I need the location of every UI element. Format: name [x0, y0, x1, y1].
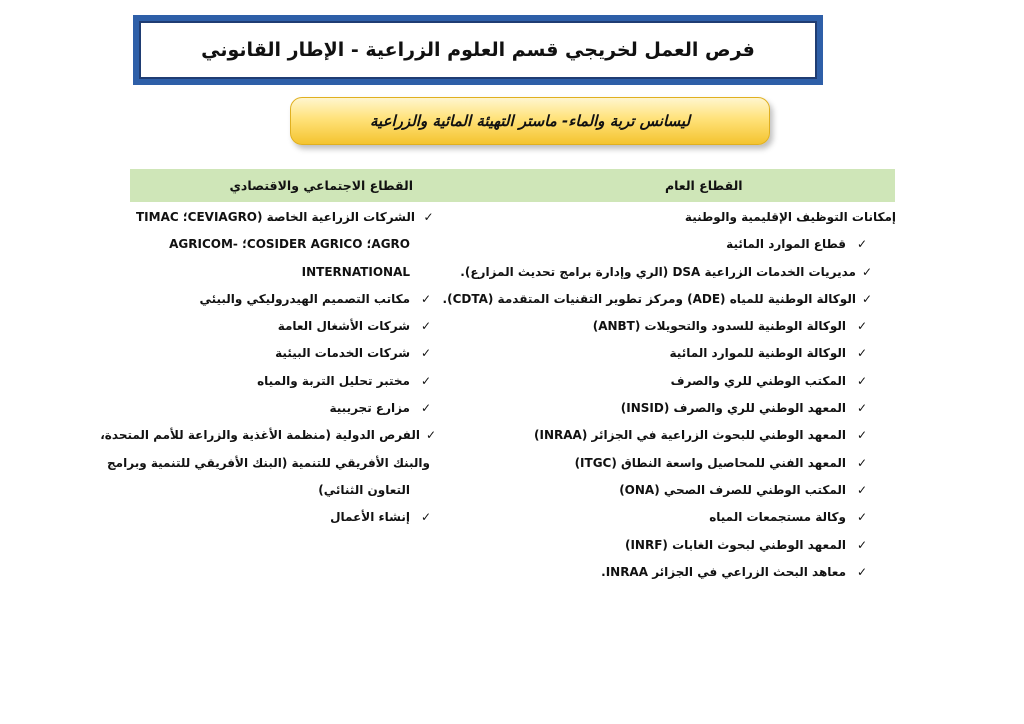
public-sector-item — [526, 395, 896, 422]
checkmark-icon: ✓ — [856, 537, 868, 552]
socio-sector-item — [136, 286, 436, 313]
checkmark-icon: ✓ — [420, 291, 432, 306]
socio-sector-item — [136, 313, 436, 340]
public-sector-item-label: المعهد الفني للمحاصيل واسعة النطاق (ITGC) — [574, 455, 846, 470]
public-sector-item-label: الوكالة الوطنية للموارد المائية — [669, 346, 846, 361]
checkmark-icon: ✓ — [856, 455, 868, 470]
public-sector-item — [442, 286, 896, 313]
checkmark-icon: ✓ — [856, 401, 868, 416]
checkmark-icon: ✓ — [425, 428, 436, 443]
table-header — [130, 169, 895, 202]
public-sector-item — [526, 368, 896, 395]
socio-sector-item-continuation — [136, 259, 436, 286]
checkmark-icon: ✓ — [856, 319, 868, 334]
socio-sector-item — [136, 204, 436, 231]
public-sector-item — [526, 231, 896, 258]
checkmark-icon: ✓ — [856, 237, 868, 252]
socio-sector-item-label: شركات الخدمات البيئية — [275, 346, 410, 361]
public-sector-item-label: قطاع الموارد المائية — [726, 237, 846, 252]
public-sector-item-label: الوكالة الوطنية للمياه (ADE) ومركز تطوير التقنيات المتقدمة (CDTA). — [442, 291, 856, 306]
public-sector-item — [526, 477, 896, 504]
public-sector-item — [526, 450, 896, 477]
socio-sector-item-label: مختبر تحليل التربة والمياه — [257, 373, 410, 388]
public-sector-item — [526, 559, 896, 586]
public-sector-item-label: معاهد البحث الزراعي في الجزائر INRAA. — [601, 564, 846, 579]
public-sector-item — [526, 532, 896, 559]
header-public-sector: القطاع العام — [664, 178, 743, 193]
checkmark-icon: ✓ — [856, 346, 868, 361]
public-sector-item — [460, 259, 896, 286]
public-sector-list — [442, 231, 896, 586]
socio-sector-column — [100, 204, 436, 532]
checkmark-icon: ✓ — [856, 564, 868, 579]
checkmark-icon: ✓ — [856, 482, 868, 497]
socio-sector-item-label: والبنك الأفريقي للتنمية (البنك الأفريقي للتنمية وبرامج — [107, 455, 430, 470]
socio-sector-item-label: التعاون الثنائي) — [318, 482, 410, 497]
socio-sector-list — [100, 204, 436, 532]
page-title: فرص العمل لخريجي قسم العلوم الزراعية - الإطار القانوني — [139, 21, 817, 79]
public-sector-item — [526, 504, 896, 531]
checkmark-icon: ✓ — [420, 346, 432, 361]
public-sector-item-label: وكالة مستجمعات المياه — [709, 510, 846, 525]
title-frame — [133, 15, 823, 85]
socio-sector-item-label: الشركات الزراعية الخاصة (CEVIAGRO؛ TIMAC — [136, 210, 415, 224]
checkmark-icon: ✓ — [856, 510, 868, 525]
socio-sector-item-label: AGRO؛ COSIDER AGRICO؛ -AGRICOM — [169, 237, 410, 252]
socio-sector-item-label: إنشاء الأعمال — [330, 510, 410, 525]
socio-sector-item — [136, 340, 436, 367]
socio-sector-item-continuation — [136, 477, 436, 504]
checkmark-icon: ✓ — [420, 401, 432, 416]
socio-sector-item-label: مزارع تجريبية — [329, 401, 410, 416]
socio-sector-item — [136, 368, 436, 395]
socio-sector-item-label: شركات الأشغال العامة — [277, 319, 410, 334]
checkmark-icon: ✓ — [420, 510, 432, 525]
socio-sector-item-label: الفرص الدولية (منظمة الأغذية والزراعة للأمم المتحدة، — [100, 428, 420, 443]
socio-sector-item-label: مكاتب التصميم الهيدروليكي والبيئي — [199, 291, 410, 306]
public-sector-item-label: المعهد الوطني لبحوث الغابات (INRF) — [624, 537, 846, 552]
header-socio-economic-sector: القطاع الاجتماعي والاقتصادي — [229, 178, 414, 193]
checkmark-icon: ✓ — [861, 291, 872, 306]
checkmark-icon: ✓ — [856, 373, 868, 388]
public-sector-item-label: المكتب الوطني للري والصرف — [670, 373, 846, 388]
public-sector-column — [442, 204, 896, 586]
program-subtitle: ليسانس تربة والماء- ماستر التهيئة المائية والزراعية — [290, 97, 770, 145]
checkmark-icon: ✓ — [420, 319, 432, 334]
socio-sector-item — [100, 422, 436, 449]
public-sector-item-label: المعهد الوطني للري والصرف (INSID) — [620, 401, 846, 416]
checkmark-icon: ✓ — [861, 264, 872, 279]
public-sector-item-label: المكتب الوطني للصرف الصحي (ONA) — [619, 482, 846, 497]
socio-sector-item — [136, 504, 436, 531]
public-sector-item-label: المعهد الوطني للبحوث الزراعية في الجزائر (INRAA) — [534, 428, 846, 443]
public-sector-item-label: مديريات الخدمات الزراعية DSA (الري وإدارة برامج تحديث المزارع). — [460, 264, 856, 279]
socio-sector-item-continuation — [107, 450, 436, 477]
public-sector-intro: إمكانات التوظيف الإقليمية والوطنية — [684, 210, 896, 224]
checkmark-icon: ✓ — [420, 373, 432, 388]
checkmark-icon: ✓ — [856, 428, 868, 443]
socio-sector-item-continuation — [136, 231, 436, 258]
public-sector-item — [526, 340, 896, 367]
public-sector-item — [526, 313, 896, 340]
checkmark-icon: ✓ — [423, 210, 434, 224]
socio-sector-item-label: INTERNATIONAL — [301, 264, 410, 279]
public-sector-item — [526, 422, 896, 449]
socio-sector-item — [136, 395, 436, 422]
public-sector-item-label: الوكالة الوطنية للسدود والتحويلات (ANBT) — [592, 319, 846, 334]
